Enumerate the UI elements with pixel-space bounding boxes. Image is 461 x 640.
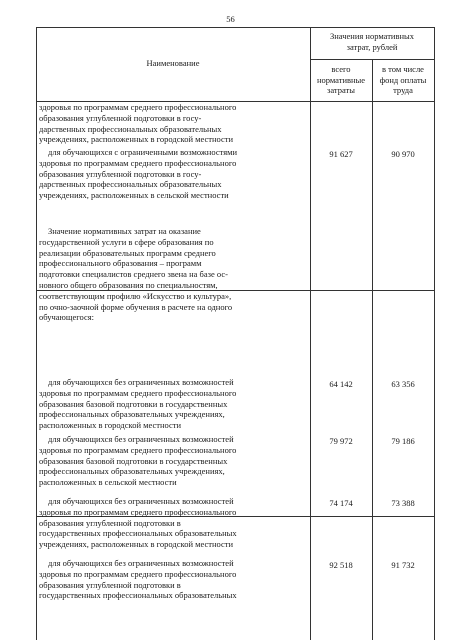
header-values-group: Значения нормативных затрат, рублей: [330, 31, 414, 52]
header-total: всего нормативные затраты: [316, 64, 366, 95]
header-payroll: в том числе фонд оплаты труда: [379, 64, 427, 95]
row-payroll-value: 63 356: [391, 379, 415, 389]
row-total-value: 92 518: [329, 560, 353, 570]
row-total-value: 74 174: [329, 498, 353, 508]
row-payroll-value: 91 732: [391, 560, 415, 570]
row-description: для обучающихся без ограниченных возможностей здоровья по программам среднего профессионального образования углубленной подготовки в государственных профессиональных образовательных: [39, 558, 237, 601]
section-intro: Значение нормативных затрат на оказание государственной услуги в сфере образования по реализации образовательных программ среднего профессионального образования – программ подготовки специалистов среднего звена на базе ос- новного общего образования по специальностям, соответствующим профилю «Искусство и культура», по очно-заочной форме обучения в расчете на одного обучающегося:: [39, 226, 233, 323]
row-description: здоровья по программам среднего профессионального образования углубленной подготовки в госу- дарственных профессиональных образовательных учреждениях, расположенных в городской местности: [39, 102, 237, 145]
row-total-value: 79 972: [329, 436, 353, 446]
row-description: для обучающихся с ограниченными возможностями здоровья по программам среднего профессионального образования углубленной подготовки в госу- дарственных профессиональных образовательных учреждениях, расположенных в сельской местности: [39, 147, 238, 201]
row-payroll-value: 73 388: [391, 498, 415, 508]
row-total-value: 64 142: [329, 379, 353, 389]
row-payroll-value: 79 186: [391, 436, 415, 446]
page-number: 56: [226, 14, 235, 24]
row-payroll-value: 90 970: [391, 149, 415, 159]
header-name: Наименование: [146, 58, 200, 68]
row-description: для обучающихся без ограниченных возможностей здоровья по программам среднего профессионального образования углубленной подготовки в государственных профессиональных образовательных учреждениях, расположенных в городской местности: [39, 496, 237, 550]
row-description: для обучающихся без ограниченных возможностей здоровья по программам среднего профессионального образования базовой подготовки в государственных профессиональных образовательных учреждениях, расположенных в сельской местности: [39, 434, 237, 488]
row-total-value: 91 627: [329, 149, 353, 159]
row-description: для обучающихся без ограниченных возможностей здоровья по программам среднего профессионального образования базовой подготовки в государственных профессиональных образовательных учреждениях, расположенных в городской местности: [39, 377, 237, 431]
norms-table: [36, 27, 434, 640]
